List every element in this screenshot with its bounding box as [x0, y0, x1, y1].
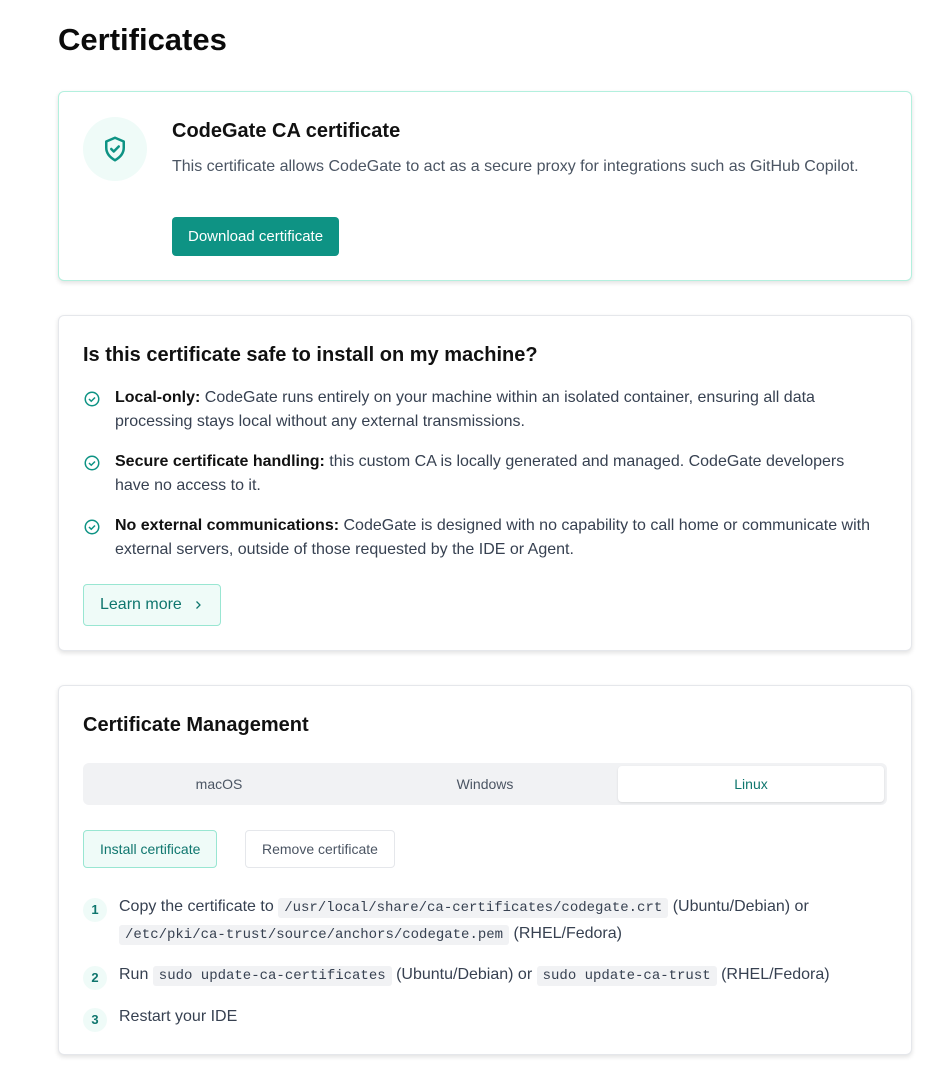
- check-circle-icon: [83, 390, 101, 408]
- step-item: [83, 1004, 873, 1032]
- check-circle-icon: [83, 454, 101, 472]
- step-text: (Ubuntu/Debian) or: [668, 898, 809, 915]
- safety-item: [83, 450, 883, 498]
- code-path: /usr/local/share/ca-certificates/codegate.crt: [278, 898, 668, 918]
- safety-item: [83, 514, 883, 562]
- os-tabs: [83, 763, 887, 805]
- step-text: (Ubuntu/Debian) or: [391, 966, 537, 983]
- code-command: sudo update-ca-trust: [537, 966, 717, 986]
- step-item: [83, 894, 873, 948]
- step-number: 3: [83, 1008, 107, 1032]
- step-number: 1: [83, 898, 107, 922]
- item-text: CodeGate is designed with no capability to call home or communicate with external servers, outside of those requested by the IDE or Agent.: [115, 517, 870, 558]
- item-bold: Local-only:: [115, 389, 201, 406]
- remove-certificate-button[interactable]: Remove certificate: [245, 830, 395, 868]
- step-item: [83, 962, 873, 990]
- safety-card: [58, 315, 912, 651]
- management-title: Certificate Management: [83, 714, 309, 736]
- certificate-management-card: [58, 685, 912, 1055]
- item-bold: No external communications:: [115, 517, 340, 534]
- card-title: CodeGate CA certificate: [172, 120, 401, 142]
- step-text: Run: [119, 966, 153, 983]
- step-text: Copy the certificate to: [119, 898, 279, 915]
- step-text: Restart your IDE: [119, 1008, 238, 1025]
- item-text: this custom CA is locally generated and managed. CodeGate developers have no access to it.: [115, 453, 845, 494]
- step-number: 2: [83, 966, 107, 990]
- card-description: This certificate allows CodeGate to act as a secure proxy for integrations such as GitHub Copilot.: [172, 158, 859, 175]
- chevron-right-icon: [192, 599, 204, 611]
- code-command: sudo update-ca-certificates: [153, 966, 392, 986]
- item-bold: Secure certificate handling:: [115, 453, 325, 470]
- tab-macos[interactable]: macOS: [86, 766, 352, 802]
- code-path: /etc/pki/ca-trust/source/anchors/codegate.pem: [119, 925, 509, 945]
- page-title: Certificates: [58, 22, 227, 57]
- safety-item: [83, 386, 883, 434]
- step-text: (RHEL/Fedora): [716, 966, 830, 983]
- shield-check-icon: [83, 117, 147, 181]
- step-text: (RHEL/Fedora): [509, 925, 622, 942]
- download-certificate-button[interactable]: Download certificate: [172, 217, 339, 256]
- install-certificate-button[interactable]: Install certificate: [83, 830, 217, 868]
- check-circle-icon: [83, 518, 101, 536]
- tab-windows[interactable]: Windows: [352, 766, 618, 802]
- learn-more-label: Learn more: [100, 596, 182, 613]
- tab-linux[interactable]: Linux: [618, 766, 884, 802]
- safety-title: Is this certificate safe to install on my machine?: [83, 344, 538, 366]
- learn-more-button[interactable]: [83, 584, 221, 626]
- item-text: CodeGate runs entirely on your machine within an isolated container, ensuring all data processing stays local without any external transmissions.: [115, 389, 815, 430]
- ca-certificate-card: [58, 91, 912, 281]
